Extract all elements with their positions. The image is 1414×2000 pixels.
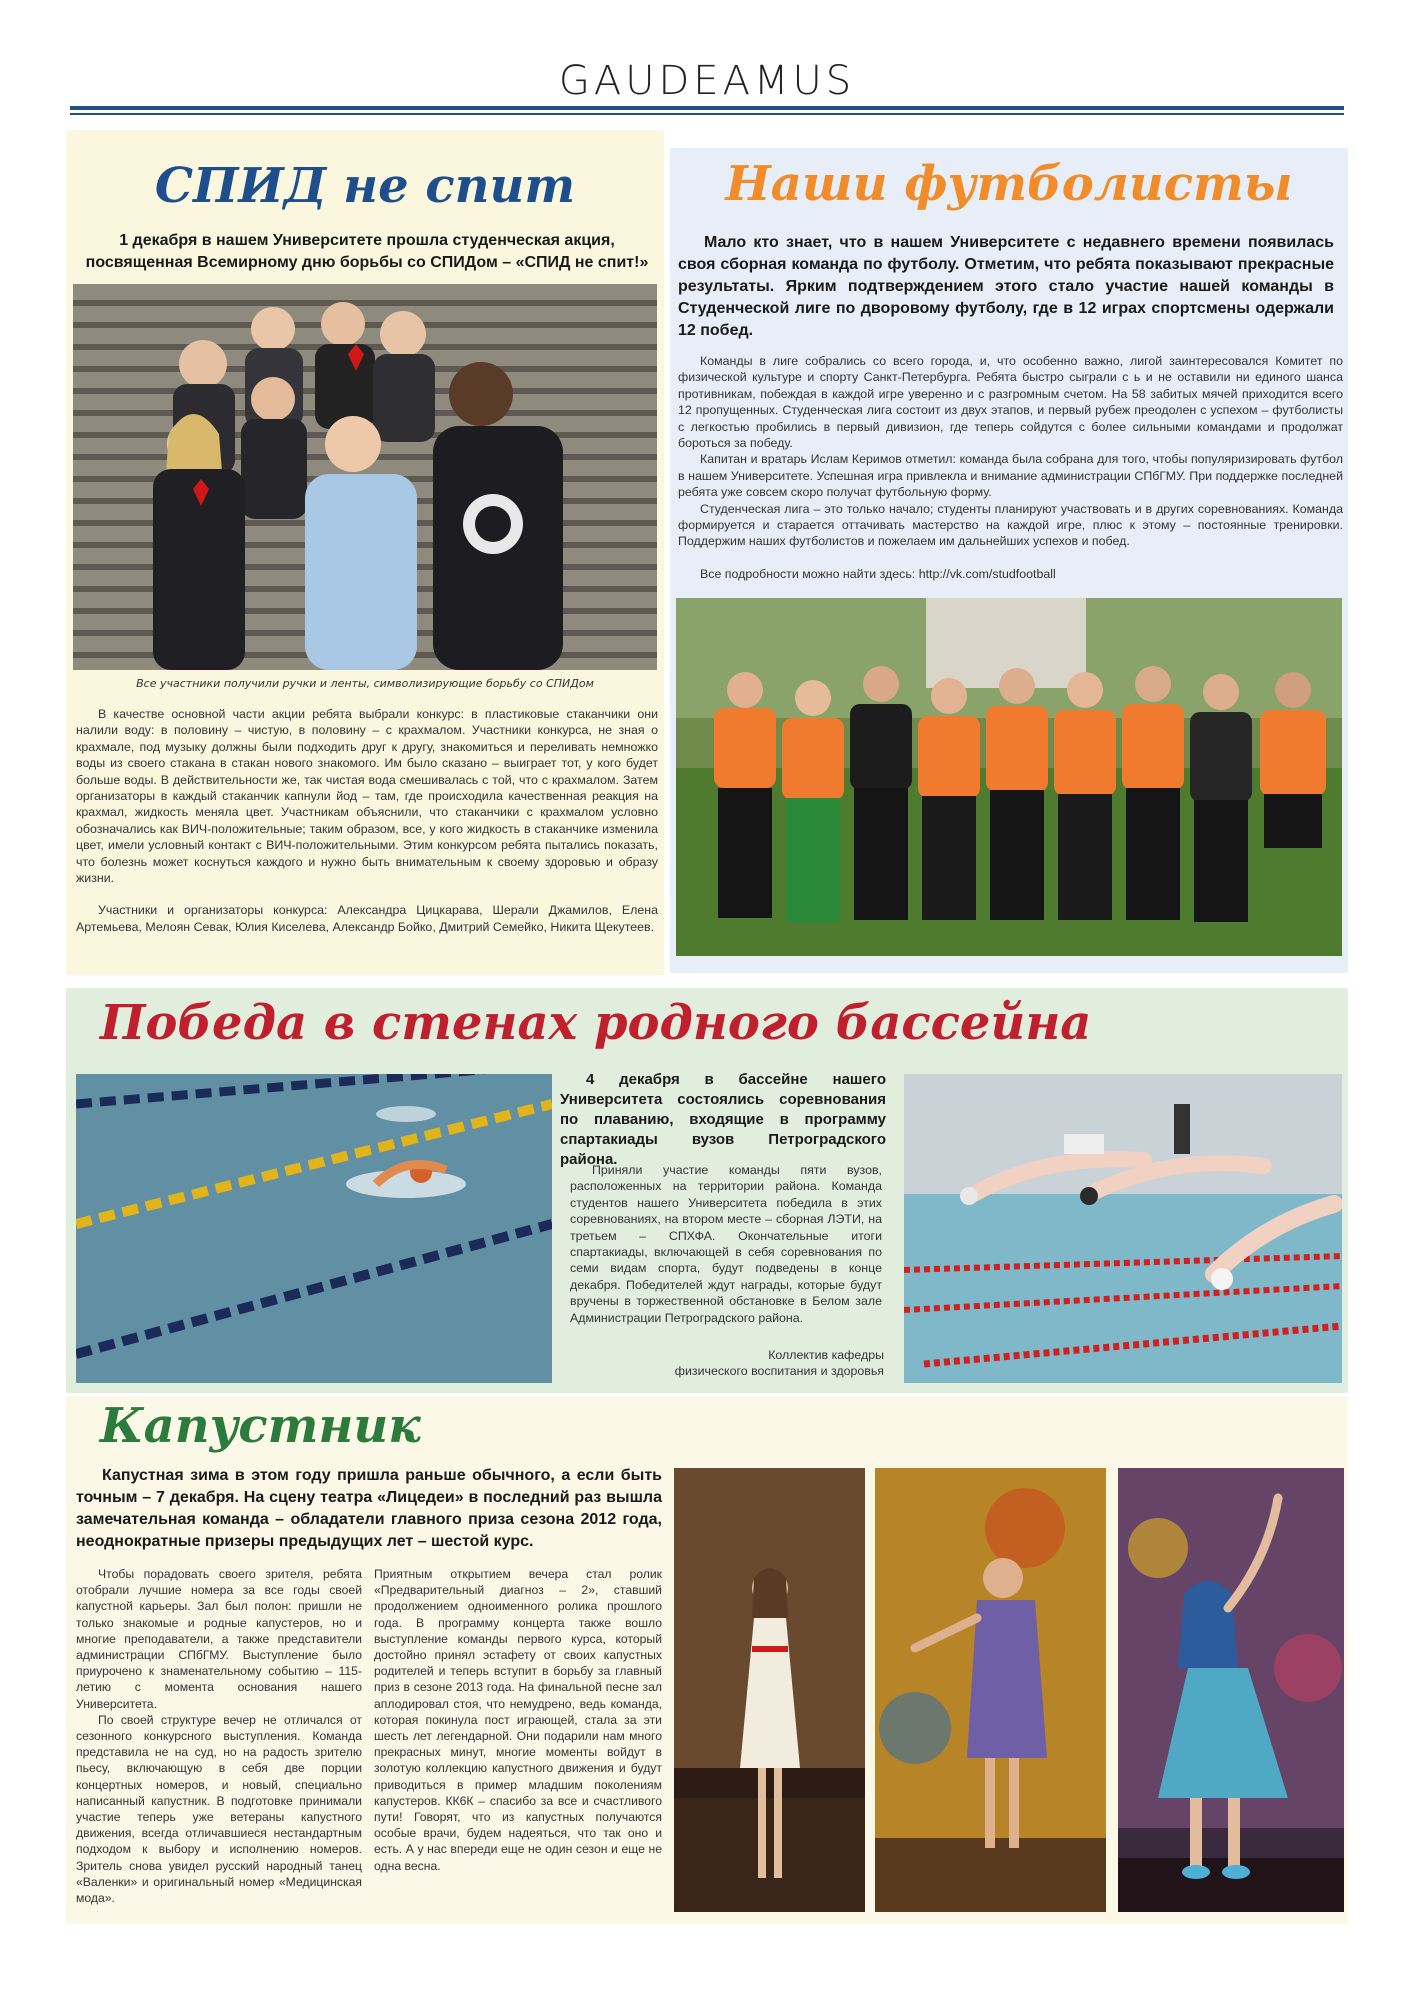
swimmer-photo [76, 1074, 552, 1383]
aids-body [76, 706, 658, 935]
pool-title: Победа в стенах родного бассейна [100, 995, 1092, 1051]
aids-lead: 1 декабря в нашем Университете прошла студенческая акция, посвященная Всемирному дню борьбы со СПИДом – «СПИД не спит!» [85, 232, 649, 271]
masthead: GAUDEAMUS [558, 58, 856, 104]
students-group-photo [73, 284, 657, 670]
dancer-scarf-photo [1118, 1468, 1344, 1912]
football-team-photo [676, 598, 1342, 956]
football-paragraph: Капитан и вратарь Ислам Керимов отметил: команда была собрана для того, чтобы популяризировать футбол в нашем Университете. Успешная игра привлекла и внимание администрации СПбГМУ. При поддержке последней ребята уже совсем скоро получат футбольную форму. [678, 452, 1343, 500]
pool-lead: 4 декабря в бассейне нашего Университета состоялись соревнования по плаванию, входящие в программу спартакиады вузов Петроградского района. [560, 1071, 886, 1168]
actor-toga-photo [875, 1468, 1106, 1912]
pool-signature [560, 1347, 884, 1380]
kapustnik-column-1 [76, 1566, 362, 1906]
pool-signature-line: физического воспитания и здоровья [674, 1364, 884, 1379]
actress-white-dress-photo [674, 1468, 865, 1912]
football-title: Наши футболисты [725, 156, 1293, 212]
aids-title: СПИД не спит [154, 158, 576, 214]
kapustnik-paragraph: По своей структуре вечер не отличался от сезонного конкурсного выступления. Команда представила не на суд, но на радость зрителю пьесу, включающую в себя две порции концертных номеров, и новый, специально написанный капустник. В подготовке принимали участие теперь уже ветераны капустного движения, всегда отличавшиеся нестандартным подходом к выбору и исполнению номеров. Зритель снова увидел русский народный танец «Валенки» и оригинальный номер «Медицинская мода». [76, 1712, 362, 1906]
football-link[interactable]: Все подробности можно найти здесь: http://vk.com/studfootball [700, 566, 1056, 581]
aids-photo-caption: Все участники получили ручки и ленты, символизирующие борьбу со СПИДом [136, 677, 594, 690]
kapustnik-paragraph: Чтобы порадовать своего зрителя, ребята отобрали лучшие номера за все годы своей капустной карьеры. Зал был полон: пришли не только знакомые и родные капустеров, но и многие преподаватели, а также представители администрации СПбГМУ. Выступление было приурочено к знаменательному событию – 115-летию с момента основания нашего Университета. [76, 1567, 362, 1711]
pool-signature-line: Коллектив кафедры [768, 1348, 884, 1362]
divers-photo [904, 1074, 1342, 1383]
football-body [678, 353, 1343, 582]
pool-body [570, 1162, 882, 1326]
masthead-rule-bottom [70, 113, 1344, 115]
football-paragraph: Команды в лиге собрались со всего города, и, что особенно важно, лигой заинтересовался Комитет по физической культуре и спорту Санкт-Петербурга. Ребята быстро сыграли с ь и не оставили ни единого шанса противникам, побеждая в каждой игре уверенно и с разгромным счетом. На 58 забитых мячей приходится всего 12 пропущенных. Студенческая лига состоит из двух этапов, и первый рубеж преодолен с успехом – футболисты с легкостью пробились в первый дивизион, где теперь сойдутся с более сильными командами и продолжат бороться за победу. [678, 354, 1343, 451]
kapustnik-lead: Капустная зима в этом году пришла раньше обычного, а если быть точным – 7 декабря. На сцену театра «Лицедеи» в последний раз вышла замечательная команда – обладатели главного приза сезона 2012 года, неоднократные призеры предыдущих лет – шестой курс. [76, 1467, 662, 1550]
pool-paragraph: Приняли участие команды пяти вузов, расположенных на территории района. Команда студентов нашего Университета победила в этих соревнованиях, на втором месте – сборная ЛЭТИ, на третьем – СПХФА. Окончательные итоги спартакиады, включающей в себя соревнования по семи видам спорта, будут подведены в конце декабря. Победителей ждут награды, которые будут вручены в торжественной обстановке в Белом зале Администрации Петроградского района. [570, 1163, 882, 1325]
football-paragraph: Студенческая лига – это только начало; студенты планируют участвовать и в других соревнованиях. Команда формируется и старается оттачивать мастерство на каждой игре, плюс к этому – постоянные тренировки. Поддержим наших футболистов и пожелаем им дальнейших успехов и побед. [678, 501, 1343, 549]
aids-participants: Участники и организаторы конкурса: Александра Цицкарава, Шерали Джамилов, Елена Артемьева, Мелоян Севак, Юлия Киселева, Александр Бойко, Дмитрий Семейко, Никита Щекутеев. [76, 903, 658, 934]
kapustnik-paragraph: Приятным открытием вечера стал ролик «Предварительный диагноз – 2», ставший продолжением одноименного ролика прошлого года. В программу концерта также вошло выступление команды первого курса, который достойно принял эстафету от своих капустных родителей и теперь вступит в борьбу за главный приз в сезоне 2013 года. На финальной песне зал аплодировал стоя, что немудрено, ведь команда, которая покинула пост играющей, стала за эти шесть лет легендарной. Они подарили нам много прекрасных минут, многие моменты войдут в золотую коллекцию капустного движения и будут приводиться в пример младшим поколениям капустеров. КК6К – спасибо за все и счастливого пути! Говорят, что из капустных получаются особые врачи, будем надеяться, что так оно и есть. А у нас впереди еще не один сезон и еще не одна весна. [374, 1567, 662, 1873]
kapustnik-column-2 [374, 1566, 662, 1874]
aids-paragraph: В качестве основной части акции ребята выбрали конкурс: в пластиковые стаканчики они налили воду: в половину – чистую, в половину – с крахмалом. Участники конкурса, не зная о крахмале, под музыку должны были подходить друг к другу, знакомиться и переливать немножко воды из своего стакана в стакан нового знакомого. Им было сказано – выиграет тот, у кого будет больше воды. В действительности же, так чистая вода смешивалась с той, что с крахмалом. Затем организаторы в каждый стаканчик капнули йод – там, где происходила качественная реакция на крахмал, жидкость меняла цвет. Участникам объяснили, что стаканчики с крахмалом условно обозначались как ВИЧ-положительные; таким образом, все, у кого жидкость в стаканчике изменила цвет, имели условный контакт с ВИЧ-положительными. Этим конкурсом ребята пытались показать, что болезнь может коснуться каждого и нужно быть внимательным к своему здоровью и образу жизни. [76, 707, 658, 886]
masthead-rule-top [70, 106, 1344, 110]
kapustnik-title: Капустник [100, 1398, 421, 1454]
football-lead: Мало кто знает, что в нашем Университете с недавнего времени появилась своя сборная команда по футболу. Отметим, что ребята показывают прекрасные результаты. Ярким подтверждением этого стало участие нашей команды в Студенческой лиге по дворовому футболу, где в 12 играх спортсмены одержали 12 побед. [678, 234, 1334, 339]
